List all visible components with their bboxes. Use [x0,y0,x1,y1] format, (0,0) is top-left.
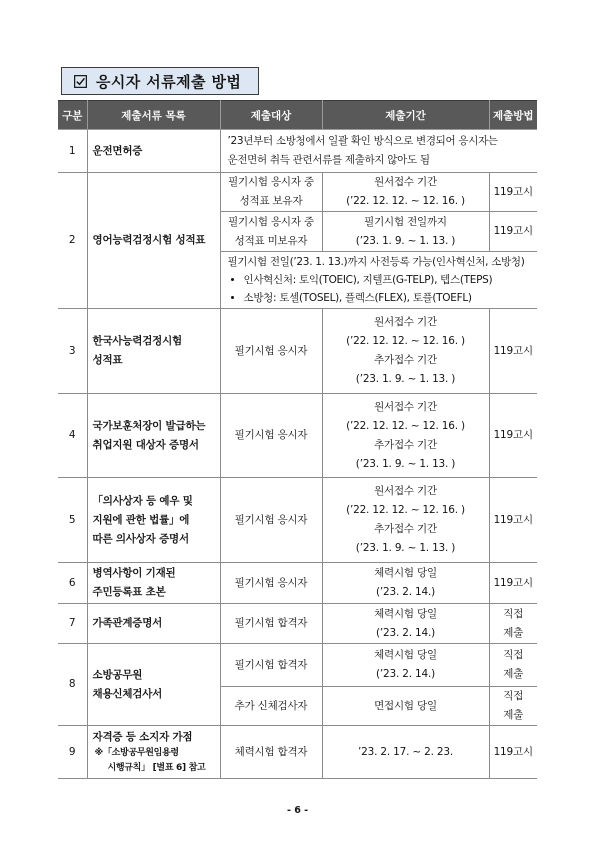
row-number: 7 [58,604,87,644]
document-name [87,644,220,726]
header-documents: 제출서류 목록 [87,101,220,130]
table-row [58,309,537,394]
header-period: 제출기간 [322,101,489,130]
method-cell [489,394,537,478]
period-line: (’23. 2. 14.) [375,668,436,680]
period-line: (’23. 2. 14.) [375,586,436,598]
period-line: 체력시험 당일 [374,649,437,661]
section-title-text: 응시자 서류제출 방법 [96,72,242,91]
period-line: (’23. 2. 14.) [375,626,436,639]
document-name-line: 가족관계증명서 [92,617,163,629]
bullet-item: • 인사혁신처: 토익(TOEIC), 지텔프(G-TELP), 텝스(TEPS) [244,271,538,289]
method-line: 제출 [503,668,524,680]
method-line: 119고시 [493,344,533,357]
target-cell [220,726,322,779]
header-method: 제출방법 [489,101,537,130]
period-line: 체력시험 당일 [374,607,437,620]
table-row [58,173,537,212]
method-line: 직접 [503,690,524,702]
period-line: 원서접수 기간 [374,176,437,188]
document-name [87,726,220,779]
document-name [87,563,220,604]
target-line: 필기시험 합격자 [234,617,308,629]
bullet-list [228,271,538,307]
target-line: 추가 신체검사자 [234,699,308,712]
target-cell [220,604,322,644]
document-name [87,309,220,394]
reference-note: 시행규칙」 [별표 6] 참고 [107,762,206,773]
target-line: 체력시험 합격자 [234,745,308,758]
document-name-line: 영어능력검정시험 성적표 [92,234,206,246]
document-name-line: 「의사상자 등 예우 및 [92,494,193,507]
period-line: 추가접수 기간 [374,523,437,535]
period-cell [322,687,489,726]
document-name-line: 한국사능력검정시험 [92,335,182,347]
document-name-line: 성적표 [92,354,123,366]
period-cell [322,726,489,779]
period-cell [322,563,489,604]
table-row [58,644,537,687]
document-name-line: 채용신체검사서 [92,687,163,700]
document-name-line: 주민등록표 초본 [92,586,166,598]
table-row [58,478,537,563]
table-row [58,604,537,644]
document-name-line: 운전면허증 [92,144,143,157]
row-number: 1 [58,130,87,173]
target-cell [220,687,322,726]
document-name [87,478,220,563]
method-cell [489,173,537,212]
period-line: 면접시험 당일 [374,699,437,712]
section-title [61,67,259,95]
target-line: 필기시험 응시자 중 [228,215,314,228]
period-line: 체력시험 당일 [374,567,437,579]
target-line: 필기시험 응시자 [234,429,308,441]
period-cell [322,212,489,252]
method-line: 직접 [503,607,524,620]
period-line: 원서접수 기간 [374,400,437,413]
method-line: 119고시 [493,185,533,198]
period-line: ’23. 2. 17. ~ 2. 23. [358,745,453,758]
period-line: (’23. 1. 9. ~ 1. 13. ) [355,542,456,554]
row-number: 8 [58,644,87,726]
target-line: 필기시험 응시자 [234,513,308,526]
note-line: 운전면허 취득 관련서류를 제출하지 않아도 됨 [227,154,430,166]
method-cell [489,644,537,687]
method-cell [489,478,537,563]
period-cell [322,394,489,478]
checkbox-icon [74,75,87,88]
row-number: 2 [58,173,87,309]
target-line: 필기시험 응시자 중 [228,176,314,188]
target-cell [220,394,322,478]
period-line: (’23. 1. 9. ~ 1. 13. ) [355,373,456,385]
target-line: 필기시험 응시자 [234,344,308,357]
period-line: (’22. 12. 12. ~ 12. 16. ) [346,504,465,516]
table-row [58,394,537,478]
period-cell [322,644,489,687]
row-number: 5 [58,478,87,563]
row-number: 6 [58,563,87,604]
table-row [58,726,537,779]
method-cell [489,563,537,604]
method-line: 119고시 [493,225,533,237]
target-line: 필기시험 합격자 [234,658,308,671]
document-name [87,173,220,309]
note-line: ’23년부터 소방청에서 일괄 확인 방식으로 변경되어 응시자는 [227,135,498,147]
target-cell [220,563,322,604]
table-header [58,101,537,130]
method-cell [489,212,537,252]
method-line: 119고시 [493,745,533,758]
target-cell [220,644,322,687]
period-line: 추가접수 기간 [374,354,437,366]
header-target: 제출대상 [220,101,322,130]
submission-table [58,100,537,779]
row-number: 4 [58,394,87,478]
target-line: 성적표 미보유자 [234,234,308,247]
row-number: 9 [58,726,87,779]
header-row [58,101,537,130]
method-line: 제출 [503,626,524,639]
table-body [58,130,537,779]
method-line: 제출 [503,709,524,721]
period-line: 필기시험 전일까지 [364,215,447,228]
period-line: 원서접수 기간 [374,316,437,328]
document-name [87,394,220,478]
document-name-line: 자격증 등 소지자 가점 [92,730,193,743]
document-name-line: 국가보훈처장이 발급하는 [92,419,206,432]
method-cell [489,687,537,726]
reference-note: ※「소방공무원임용령 [94,747,179,758]
method-line: 119고시 [493,429,533,441]
note-cell [220,130,537,173]
target-cell [220,212,322,252]
method-cell [489,726,537,779]
method-line: 직접 [503,649,524,661]
table-row [58,130,537,173]
method-line: 119고시 [493,576,533,589]
period-line: (’23. 1. 9. ~ 1. 13. ) [355,457,456,470]
bullet-item: • 소방청: 토셀(TOSEL), 플렉스(FLEX), 토플(TOEFL) [244,289,538,307]
period-line: (’22. 12. 12. ~ 12. 16. ) [346,195,465,207]
method-line: 119고시 [493,513,533,526]
period-cell [322,173,489,212]
target-cell [220,309,322,394]
period-line: 원서접수 기간 [374,485,437,497]
period-line: 추가접수 기간 [374,438,437,451]
document-name-line: 취업지원 대상자 증명서 [92,438,199,451]
period-cell [322,309,489,394]
header-no: 구분 [58,101,87,130]
period-cell [322,604,489,644]
document-name-line: 지원에 관한 법률」에 [92,513,190,526]
target-cell [220,478,322,563]
period-cell [322,478,489,563]
note-line: 필기시험 전일(’23. 1. 13.)까지 사전등록 가능(인사혁신처, 소방청) [227,256,525,268]
checkbox-frame [75,75,87,87]
period-line: (’22. 12. 12. ~ 12. 16. ) [346,419,465,432]
period-line: (’22. 12. 12. ~ 12. 16. ) [346,335,465,347]
target-line: 필기시험 응시자 [234,576,308,589]
checkmark [77,78,85,84]
method-cell [489,309,537,394]
note-cell [220,252,537,309]
document-name [87,130,220,173]
target-cell [220,173,322,212]
document-name [87,604,220,644]
document-name-line: 병역사항이 기재된 [92,567,176,579]
document-name-line: 소방공무원 [92,668,143,681]
row-number: 3 [58,309,87,394]
table-row [58,563,537,604]
period-line: (’23. 1. 9. ~ 1. 13. ) [355,234,456,247]
document-name-line: 따른 의사상자 증명서 [92,532,189,545]
target-line: 성적표 보유자 [239,195,303,207]
page-number: - 6 - [286,805,309,816]
method-cell [489,604,537,644]
